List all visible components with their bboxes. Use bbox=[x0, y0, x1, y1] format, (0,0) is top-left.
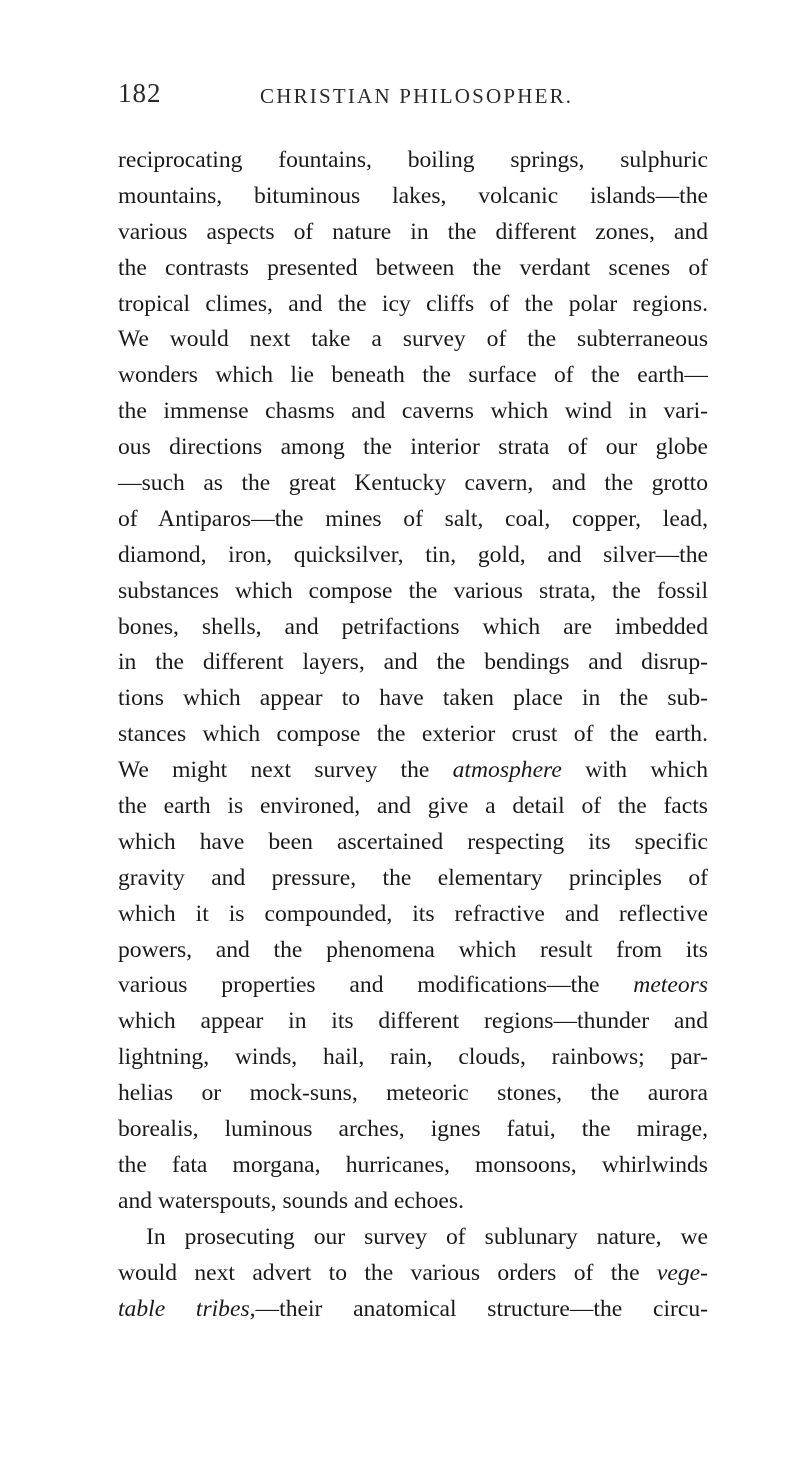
text-line: substances which compose the various strata, the fossil bbox=[118, 577, 708, 604]
text-line: bones, shells, and petrifactions which are imbedded bbox=[118, 613, 708, 640]
text-line: and waterspouts, sounds and echoes. bbox=[118, 1187, 464, 1214]
running-title: CHRISTIAN PHILOSOPHER. bbox=[260, 84, 574, 108]
text-line: which appear in its different regions—thunder and bbox=[118, 1008, 708, 1035]
text-line: mountains, bituminous lakes, volcanic islands—the bbox=[118, 182, 708, 209]
text-line: the earth is environed, and give a detail of the facts bbox=[118, 793, 708, 820]
text-line: table tribes,—their anatomical structure—the circu- bbox=[118, 1295, 708, 1322]
text-line: would next advert to the various orders of the vege- bbox=[118, 1259, 708, 1286]
italic-term: atmosphere bbox=[452, 757, 562, 784]
paragraph-start-line: In prosecuting our survey of sublunary nature, we bbox=[146, 1223, 708, 1250]
text-line: We might next survey the atmosphere with which bbox=[118, 757, 708, 784]
text-line: borealis, luminous arches, ignes fatui, the mirage, bbox=[118, 1116, 708, 1143]
text-line: wonders which lie beneath the surface of the earth— bbox=[118, 362, 708, 389]
italic-term: meteors bbox=[633, 972, 708, 999]
text-line: various properties and modifications—the meteors bbox=[118, 972, 708, 999]
text-line: of Antiparos—the mines of salt, coal, copper, lead, bbox=[118, 505, 708, 532]
text-line: —such as the great Kentucky cavern, and the grotto bbox=[118, 470, 708, 497]
text-line: the contrasts presented between the verdant scenes of bbox=[118, 254, 708, 281]
text-line: lightning, winds, hail, rain, clouds, rainbows; par- bbox=[118, 1044, 708, 1071]
text-line: diamond, iron, quicksilver, tin, gold, and silver—the bbox=[118, 541, 708, 568]
text-line: tions which appear to have taken place in the sub- bbox=[118, 685, 708, 712]
text-line: stances which compose the exterior crust of the earth. bbox=[118, 721, 708, 748]
page-number: 182 bbox=[118, 78, 162, 108]
page-header bbox=[118, 78, 698, 118]
text-line: various aspects of nature in the different zones, and bbox=[118, 218, 708, 245]
text-line: the fata morgana, hurricanes, monsoons, whirlwinds bbox=[118, 1151, 708, 1178]
text-line: gravity and pressure, the elementary principles of bbox=[118, 864, 708, 891]
text-line: We would next take a survey of the subterraneous bbox=[118, 326, 708, 353]
italic-term: vege- bbox=[656, 1259, 708, 1286]
body-text bbox=[118, 143, 708, 1327]
text-line: tropical climes, and the icy cliffs of the polar regions. bbox=[118, 290, 708, 317]
text-line: powers, and the phenomena which result from its bbox=[118, 936, 708, 963]
text-line: reciprocating fountains, boiling springs, sulphuric bbox=[118, 147, 708, 173]
text-line: ous directions among the interior strata of our globe bbox=[118, 434, 708, 461]
italic-term: table tribes bbox=[118, 1295, 250, 1322]
text-line: which it is compounded, its refractive and reflective bbox=[118, 900, 708, 927]
text-line: the immense chasms and caverns which wind in vari- bbox=[118, 398, 708, 425]
text-line: which have been ascertained respecting its specific bbox=[118, 828, 708, 855]
text-line: helias or mock-suns, meteoric stones, the aurora bbox=[118, 1080, 708, 1107]
text-line: in the different layers, and the bendings and disrup- bbox=[118, 649, 708, 676]
